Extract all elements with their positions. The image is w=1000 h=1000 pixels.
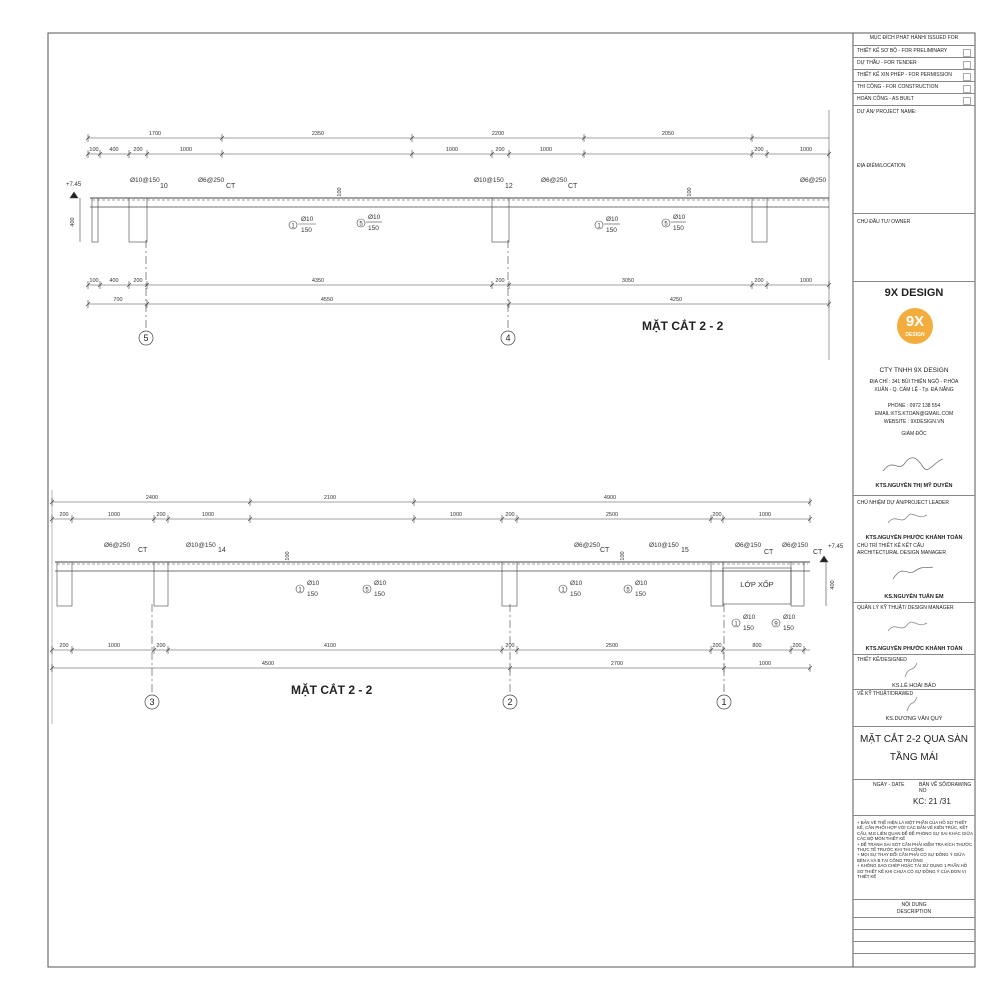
company-logo <box>897 308 933 344</box>
s1-axes <box>139 318 724 345</box>
issued-for-construction: THI CÔNG - FOR CONSTRUCTION <box>857 84 939 90</box>
s1-rebar-t8: CT <box>568 183 578 190</box>
s2-foam-label: LỚP XỐP <box>740 580 774 589</box>
s2-mid-14: Ø10 <box>743 614 756 621</box>
s2-beam-2 <box>154 562 168 606</box>
s1-slab-thk: 100 <box>337 187 343 197</box>
s1-dim2-6: 200 <box>495 147 505 153</box>
s1-mid-4: 5 <box>359 221 363 228</box>
s1-rebar-t7: Ø6@250 <box>541 177 568 184</box>
s1-dim2-4: 1000 <box>179 147 193 153</box>
drawer-signature-icon <box>873 691 953 715</box>
s2-rebar-t7: Ø10@150 <box>649 542 679 549</box>
s1-rebar-mid-texts <box>291 214 685 234</box>
s2-dim2-5: 1000 <box>449 512 463 518</box>
s2-dim2-8: 200 <box>712 512 722 518</box>
s2-axis-label-2: 2 <box>507 697 513 707</box>
s1-mid-3: 150 <box>301 227 312 234</box>
checkbox-preliminary[interactable] <box>963 49 971 57</box>
s1-mid-6: 150 <box>368 225 379 232</box>
drawing-title-line-2: TẦNG MÁI <box>889 752 939 763</box>
s2-axis-label-1: 1 <box>721 697 727 707</box>
brand-name: 9X DESIGN <box>884 287 944 299</box>
s2-axis-label-3: 3 <box>149 697 155 707</box>
s1-level: +7.45 <box>66 182 82 188</box>
s1-top-dim-1: 1700 <box>148 131 162 137</box>
company-phone: PHONE : 0972 138 554 <box>887 403 941 409</box>
company-website: WEBSITE : 9XDESIGN.VN <box>883 419 945 425</box>
s1-mid-8: Ø10 <box>606 216 619 223</box>
s2-dim2-6: 200 <box>505 512 515 518</box>
s2-bot-dim-6: 2500 <box>605 643 619 649</box>
s2-beam-5 <box>791 562 804 606</box>
owner-label: CHỦ ĐẦU TƯ/ OWNER <box>857 219 911 225</box>
s1-tot-dim-1: 700 <box>113 297 123 303</box>
checkbox-as-built[interactable] <box>963 97 971 105</box>
s1-bot-dim-7: 200 <box>754 278 764 284</box>
s2-rebar-t12: CT <box>813 549 823 556</box>
s1-bot-dim-8: 1000 <box>799 278 813 284</box>
date-label: NGÀY - DATE <box>873 782 905 788</box>
s1-mid-2: Ø10 <box>301 216 314 223</box>
design-manager-signature-icon <box>873 615 953 639</box>
s2-mid-11: Ø10 <box>635 580 648 587</box>
s1-beam-4 <box>752 198 767 242</box>
drawer-name: KS.DƯƠNG VĂN QUÝ <box>885 716 943 722</box>
s2-tot-dim-2: 2700 <box>610 661 624 667</box>
issued-for-title: MỤC ĐÍCH PHÁT HÀNH/ ISSUED FOR <box>869 35 959 41</box>
s2-mid-13: 1 <box>734 621 738 628</box>
s1-bot-dim-4: 4350 <box>311 278 325 284</box>
s2-mid-6: 150 <box>374 591 385 598</box>
s1-beam-1 <box>92 198 98 242</box>
s2-mid-15: 150 <box>743 625 754 632</box>
s1-rebar-t1: Ø10@150 <box>130 177 160 184</box>
s1-rebar-t9: Ø6@250 <box>800 177 827 184</box>
s1-dim2-9: 1000 <box>799 147 813 153</box>
issued-for-permission: THIẾT KẾ XIN PHÉP - FOR PERMISSION <box>857 72 952 78</box>
s2-mid-3: 150 <box>307 591 318 598</box>
s2-bot-dim-9: 200 <box>792 643 802 649</box>
s1-rebar-t3: Ø6@250 <box>198 177 225 184</box>
company-address-1: ĐỊA CHỈ : 341 BÙI THIỆN NGỘ - P.HÒA <box>869 379 959 385</box>
project-name-label: DỰ ÁN/ PROJECT NAME: <box>857 109 917 115</box>
s1-dim-ticks <box>86 134 831 308</box>
s1-mid-11: Ø10 <box>673 214 686 221</box>
s2-beam-3 <box>502 562 517 606</box>
s1-rebar-t6: 12 <box>505 183 513 190</box>
s2-mid-12: 150 <box>635 591 646 598</box>
s2-mid-10: 5 <box>626 587 630 594</box>
s2-level: +7.45 <box>828 544 844 550</box>
general-notes <box>857 820 973 879</box>
s2-mid-18: 150 <box>783 625 794 632</box>
s2-section-title: MẶT CẮT 2 - 2 <box>291 683 373 697</box>
drawing-number: KC: 21 /31 <box>913 797 951 806</box>
s1-rebar-t2: 10 <box>160 183 168 190</box>
s1-mid-9: 150 <box>606 227 617 234</box>
s2-bot-dim-1: 200 <box>59 643 69 649</box>
s1-rebar-t4: CT <box>226 183 236 190</box>
s1-axis-label-4: 4 <box>505 333 511 343</box>
checkbox-tender[interactable] <box>963 61 971 69</box>
logo-small-text: DESIGN <box>905 332 925 338</box>
director-signature-icon <box>873 453 953 477</box>
s1-mid-1: 1 <box>291 223 295 230</box>
arch-manager-label-1: CHỦ TRÌ THIẾT KẾ KẾT CẤU <box>857 543 924 549</box>
s1-dim2-3: 200 <box>133 147 143 153</box>
s1-level-marker <box>70 192 78 198</box>
s2-bot-dim-3: 200 <box>156 643 166 649</box>
s1-axis-label-5: 5 <box>143 333 149 343</box>
s2-mid-8: Ø10 <box>570 580 583 587</box>
director-name: KTS.NGUYỄN THỊ MỸ DUYÊN <box>875 483 953 489</box>
s2-beam-4 <box>711 562 723 606</box>
s2-top-dim-2: 2100 <box>323 495 337 501</box>
location-label: ĐỊA ĐIỂM/LOCATION <box>857 163 906 169</box>
design-manager-label: QUẢN LÝ KỸ THUẬT/ DESIGN MANAGER <box>857 605 954 611</box>
s1-mid-7: 1 <box>597 223 601 230</box>
s2-rebar-t11: Ø6@150 <box>782 542 809 549</box>
company-address-2: XUÂN - Q. CẨM LỆ - Tp. ĐÀ NẴNG <box>874 387 954 393</box>
s2-rebar-t4: 14 <box>218 547 226 554</box>
s1-bot-dim-2: 400 <box>109 278 119 284</box>
s2-bot-dim-8: 800 <box>752 643 762 649</box>
checkbox-construction[interactable] <box>963 85 971 93</box>
s2-rebar-t5: Ø6@250 <box>574 542 601 549</box>
s1-mid-10: 5 <box>664 221 668 228</box>
company-name: CTY TNHH 9X DESIGN <box>879 367 949 374</box>
s1-beam-3 <box>492 198 509 242</box>
s2-dim2-2: 1000 <box>107 512 121 518</box>
s1-height: 400 <box>70 217 76 227</box>
s2-slab-thk-2: 100 <box>620 551 626 561</box>
designer-label: THIẾT KẾ/DESIGNED <box>857 657 907 663</box>
arch-manager-label-2: ARCHITECTURAL DESIGN MANAGER <box>857 550 946 556</box>
s2-height: 400 <box>830 580 836 590</box>
note-1: + BẢN VẼ THỂ HIỆN LÀ MỘT PHẦN CỦA HỒ SƠ THIẾT KẾ, CẦN PHỐI HỢP VỚI CÁC BẢN VẼ KIẾN TRÚC, KẾT CẤU, M.E LIÊN QUAN ĐỂ ĐỀ PHÒNG SỰ SAI KHÁC GIỮA CÁC BỘ MÔN THIẾT KẾ <box>857 820 973 842</box>
s2-rebar-t1: Ø6@250 <box>104 542 131 549</box>
s1-top-dim-2: 2350 <box>311 131 325 137</box>
s2-top-dim-1: 2400 <box>145 495 159 501</box>
s2-rebar-t2: CT <box>138 547 148 554</box>
s1-tot-dim-3: 4250 <box>669 297 683 303</box>
designer-signature-icon <box>873 657 953 681</box>
arch-manager-name: KS.NGUYỄN TUẤN EM <box>884 594 944 600</box>
s2-rebar-t8: 15 <box>681 547 689 554</box>
issued-for-tender: DỰ THẦU - FOR TENDER <box>857 60 917 66</box>
s1-tot-dim-2: 4550 <box>320 297 334 303</box>
project-leader-name: KTS.NGUYỄN PHƯỚC KHÁNH TOÀN <box>865 535 963 541</box>
drawing-no-label: BẢN VẼ SỐ/DRAWING NO <box>919 782 972 794</box>
s2-mid-4: 5 <box>365 587 369 594</box>
s1-dim2-8: 200 <box>754 147 764 153</box>
s2-slab-thk: 100 <box>285 551 291 561</box>
designer-name: KS.LÊ HOÀI BẢO <box>892 683 936 689</box>
s1-bot-dim-6: 3050 <box>621 278 635 284</box>
s1-bot-dim-1: 100 <box>89 278 99 284</box>
s2-rebar-t9: Ø6@150 <box>735 542 762 549</box>
issued-for-preliminary: THIẾT KẾ SƠ BỘ - FOR PRELIMINARY <box>857 48 948 54</box>
s2-mid-1: 1 <box>298 587 302 594</box>
s2-tot-dim-1: 4500 <box>261 661 275 667</box>
s1-bot-dim-3: 200 <box>133 278 143 284</box>
drawer-label: VẼ KỸ THUẬT/DRAWED <box>857 691 914 697</box>
s2-mid-9: 150 <box>570 591 581 598</box>
note-3: + MỌI SỰ THAY ĐỔI CẦN PHẢI CÓ SỰ ĐỒNG Ý GIỮA BÊN A VÀ B TẠI CÔNG TRƯỜNG <box>857 852 965 863</box>
section-2 <box>52 490 828 724</box>
s2-mid-17: Ø10 <box>783 614 796 621</box>
s1-rebar-t5: Ø10@150 <box>474 177 504 184</box>
s2-top-dim-3: 4900 <box>603 495 617 501</box>
s2-mid-16: 9 <box>774 621 778 628</box>
project-leader-label: CHỦ NHIỆM DỰ ÁN/PROJECT LEADER <box>857 500 949 506</box>
section-1 <box>70 138 829 330</box>
s1-dim2-5: 1000 <box>445 147 459 153</box>
s1-rebar-markers <box>289 219 686 229</box>
s1-dim2-7: 1000 <box>539 147 553 153</box>
s2-bot-dim-5: 200 <box>505 643 515 649</box>
issued-for-as-built: HOÀN CÔNG - AS BUILT <box>857 96 914 102</box>
s2-mid-2: Ø10 <box>307 580 320 587</box>
section-2-texts <box>59 495 843 667</box>
s2-tot-dim-3: 1000 <box>758 661 772 667</box>
s1-dim2-2: 400 <box>109 147 119 153</box>
s1-top-dim-4: 2050 <box>661 131 675 137</box>
s2-rebar-t10: CT <box>764 549 774 556</box>
description-label-1: NỘI DUNG <box>901 902 927 908</box>
s2-dim2-7: 2500 <box>605 512 619 518</box>
description-label-2: DESCRIPTION <box>896 909 932 915</box>
s2-dim2-9: 1000 <box>758 512 772 518</box>
s1-slab-thk-2: 100 <box>687 187 693 197</box>
logo-big-text: 9X <box>905 313 925 330</box>
s2-mid-5: Ø10 <box>374 580 387 587</box>
s2-dim2-1: 200 <box>59 512 69 518</box>
drawing-title-line-1: MẶT CẮT 2-2 QUA SÀN <box>860 734 968 745</box>
s1-top-dim-3: 2200 <box>491 131 505 137</box>
s1-beam-2 <box>129 198 147 242</box>
s2-level-marker <box>820 556 828 562</box>
s1-dim2-1: 100 <box>89 147 99 153</box>
note-2: + ĐỂ TRÁNH SAI SÓT CẦN PHẢI KIỂM TRA KÍCH THƯỚC THỰC TẾ TRƯỚC KHI THI CÔNG <box>857 841 973 853</box>
drawing-title <box>853 731 975 767</box>
title-block <box>853 33 975 967</box>
s2-rebar-t3: Ø10@150 <box>186 542 216 549</box>
arch-signature-icon <box>873 559 953 583</box>
note-4: + KHÔNG SAO CHÉP HOẶC TÁI SỬ DỤNG 1 PHẦN HỒ SƠ THIẾT KẾ KHI CHƯA CÓ SỰ ĐỒNG Ý CỦA ĐƠN VỊ THIẾT KẾ <box>857 863 968 880</box>
director-label: GIÁM ĐỐC <box>901 431 927 437</box>
sheet-border <box>48 33 975 967</box>
s2-bot-dim-2: 1000 <box>107 643 121 649</box>
leader-signature-icon <box>873 507 953 531</box>
checkbox-permission[interactable] <box>963 73 971 81</box>
s2-axes <box>145 682 731 709</box>
s2-mid-7: 1 <box>561 587 565 594</box>
s1-mid-12: 150 <box>673 225 684 232</box>
s1-mid-5: Ø10 <box>368 214 381 221</box>
s1-section-title: MẶT CẮT 2 - 2 <box>642 319 724 333</box>
s2-dim2-3: 200 <box>156 512 166 518</box>
design-manager-name: KTS.NGUYỄN PHƯỚC KHÁNH TOÀN <box>865 646 963 652</box>
company-email: EMAIL:KTS.KTOAN@GMAIL.COM <box>874 411 954 417</box>
s2-bot-dim-7: 200 <box>712 643 722 649</box>
s2-beam-1 <box>57 562 72 606</box>
section-1-texts <box>66 131 826 303</box>
s2-bot-dim-4: 4100 <box>323 643 337 649</box>
s2-rebar-t6: CT <box>600 547 610 554</box>
s1-bot-dim-5: 200 <box>495 278 505 284</box>
s2-dim2-4: 1000 <box>201 512 215 518</box>
